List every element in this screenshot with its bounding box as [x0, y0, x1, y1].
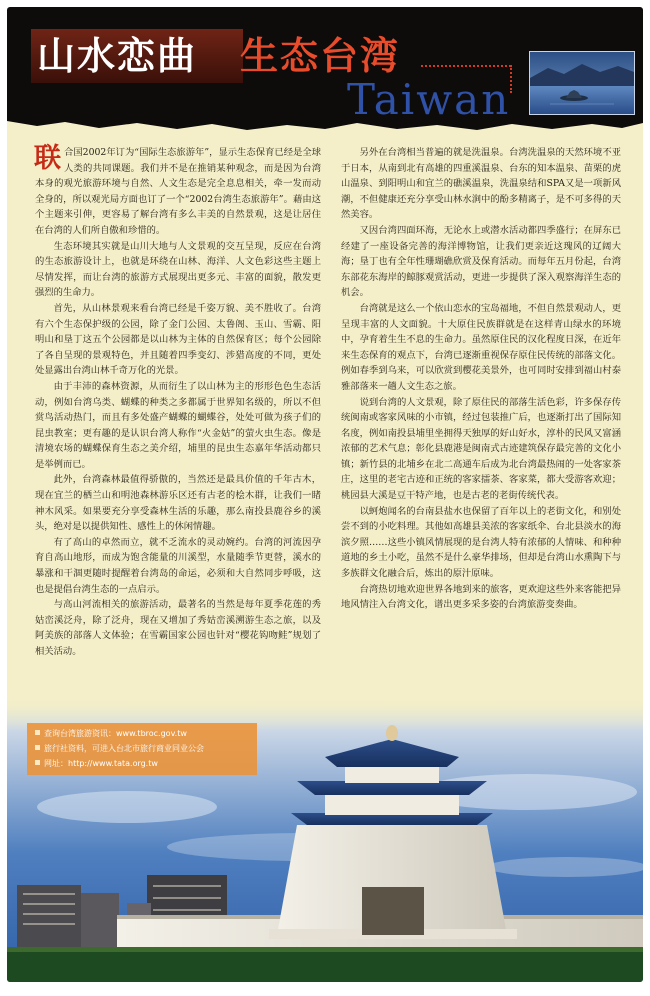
article-column-left [35, 145, 321, 660]
article-paragraph: 首先，从山林景观来看台湾已经是千姿万貌、美不胜收了。台湾有六个生态保护级的公园，除了金门公园、太鲁阁、玉山、雪霸、阳明山和垦丁这五个公园都是以山林为主体的自然保育区；每个公园除了各自呈现的景观特色，并且随着四季变幻、涉猎高度的不同，更处处显露出台湾山林千奇万化的光景。 [35, 302, 321, 377]
info-box [27, 723, 257, 775]
article-column-right [341, 145, 621, 613]
info-text: 网址：http://www.tata.org.tw [44, 759, 158, 768]
article-paragraph [35, 145, 321, 239]
article-paragraph: 以蚵炮闻名的台南县盐水也保留了百年以上的老街文化，和别处尝不到的小吃料理。其他如高雄县美浓的客家纸伞、台北县淡水的海滨夕照……这些小镇风情展现的是台湾人特有浓郁的人情味、和种种道地的乡土小吃，虽然不是什么豪华排场，但却是台湾山水熏陶下与多族群文化融合后，炼出的原汁原味。 [341, 505, 621, 580]
info-row [35, 756, 257, 771]
drop-cap: 联 [34, 143, 61, 174]
title-accent: 生态台湾 [240, 33, 401, 78]
title-dotted-rule-vertical [510, 65, 512, 93]
info-text: 查询台湾旅游资讯：www.tbroc.gov.tw [44, 729, 187, 738]
article-paragraph: 有了高山的卓然而立，就不乏流水的灵动婉约。台湾的河流因孕育自高山地形，而成为饱含能量的川溪型，水量随季节更替，溪水的暴涨和干涸更随时提醒着台湾岛的命运，必须和大自然同步呼吸，这也是提倡台湾生态的一点启示。 [35, 536, 321, 595]
article-paragraph: 由于丰沛的森林资源，从而衍生了以山林为主的形形色色生态活动，例如台湾乌类、蝴蝶的种类之多都属于世界知名级的，所以不但赏鸟活动热门，而且有多处盛产蝴蝶的蝴蝶谷，处处可做为孩子们的昆虫教室；更有趣的是认识台湾人称作“火金姑”的萤火虫生态。像是清境农场的蝴蝶保育生态之美介绍，埔里的昆虫生态嘉年华活动都只是举例而已。 [35, 380, 321, 470]
article-paragraph: 又因台湾四面环海，无论水上或潜水活动都四季盛行；在屏东已经建了一座设备完善的海洋博物馆，让我们更亲近这瑰风的辽阔大海；垦丁也有全年性珊瑚礁欣赏及保育活动。而每年五月份起，台湾东部花东海岸的鲸豚观赏活动，更进一步提供了深入观察海洋生态的机会。 [341, 224, 621, 299]
title-main: 山水恋曲 [37, 33, 198, 78]
lake-photo [529, 51, 635, 115]
info-row [35, 726, 257, 741]
bullet-square-icon [35, 760, 40, 765]
title-latin: Taiwan [347, 75, 511, 124]
info-text: 旅行社资料，可进入台北市旅行商业同业公会 [44, 744, 204, 753]
title-dotted-rule [421, 65, 511, 67]
header-band [7, 7, 643, 133]
article-paragraph: 台湾热切地欢迎世界各地到来的旅客，更欢迎这些外来客能把异地风情注入台湾文化，谱出更多采多姿的台湾旅游变奏曲。 [341, 583, 621, 611]
paragraph-text: 合国2002年订为“国际生态旅游年”，显示生态保育已经是全球人类的共同课题。我们并不是在推销某种观念，而是因为台湾本身的观光旅游环境与自然、人文生态是完全息息相关，牵一发而动全身的，所以观光局方面也订了一个“2002台湾生态旅游年”。藉由这个主题来引伸，更容易了解台湾有多么丰美的自然景观，这是让居住在台湾的人们所自傲和珍惜的。 [35, 147, 321, 236]
bullet-square-icon [35, 730, 40, 735]
article-paragraph: 说到台湾的人文景观，除了原住民的部落生活色彩，许多保存传统闽南或客家风味的小市镇，经过包装推广后，也逐渐打出了国际知名度，例如南投县埔里坐拥得天独厚的好山好水，淳朴的民风又富涵浓郁的艺术气息；彰化县鹿港是闽南式古迹建筑保存最完善的文化小镇；新竹县的北埔乡在北二高通车后成为北台湾最热闹的一处客家茶庄，这里的老宅古迹和正统的客家擂茶、客家菜，都大受游客欢迎；桃园县大溪是豆干特产地，也是古老的老街传统代表。 [341, 396, 621, 502]
article-paragraph: 生态环境其实就是山川大地与人文景观的交互呈现，反应在台湾的生态旅游设计上，也就是环绕在山林、海洋、人文色彩这些主题上尽情发挥，而让台湾的旅游方式展现出更多元、丰富的面貌，散发更强烈的生命力。 [35, 240, 321, 299]
article-paragraph: 台湾就是这么一个依山恋水的宝岛福地，不但自然景观动人，更呈现丰富的人文面貌。十大原住民族群就是在这样青山绿水的环境中，孕育着生生不息的生命力。虽然原住民的汉化程度日深，在近年来生态保育的观点下，台湾已逐渐重视保存原住民传统的部落文化。例如春季到乌来，可以欣赏到樱花美景外，也可同时安排到福山村泰雅部落来一趟人文生态之旅。 [341, 302, 621, 392]
info-row [35, 741, 257, 756]
article-paragraph: 另外在台湾相当普遍的就是洗温泉。台湾洗温泉的天然环境不亚于日本，从南到北有高雄的四重溪温泉、台东的知本温泉、苗栗的虎山温泉、到阳明山和宜兰的礁溪温泉，洗温泉结和SPA又是一项新风潮，不但健康还充分享受山林水涧中的酚多精离子，是不可多得的天然美容。 [341, 147, 621, 221]
torn-edge [7, 117, 643, 133]
bullet-square-icon [35, 745, 40, 750]
magazine-page [7, 7, 643, 982]
article-paragraph: 此外，台湾森林最值得骄傲的，当然还是最具价值的千年古木，现在宜兰的栖兰山和明池森林游乐区还有古老的桧木群，让我们一睹神木风采。如果要充分享受森林生活的乐趣，那么南投县鹿谷乡的溪头，绝对是以提供知性、感性上的休闲情趣。 [35, 474, 321, 533]
article-paragraph: 与高山河流相关的旅游活动，最著名的当然是每年夏季花莲的秀姑峦溪泛舟，除了泛舟，现在又增加了秀姑峦溪溯游生态之旅，以及阿美族的部落人文体验；在雪霸国家公园也针对“樱花钩吻鲑”规划了相关活动。 [35, 599, 321, 657]
